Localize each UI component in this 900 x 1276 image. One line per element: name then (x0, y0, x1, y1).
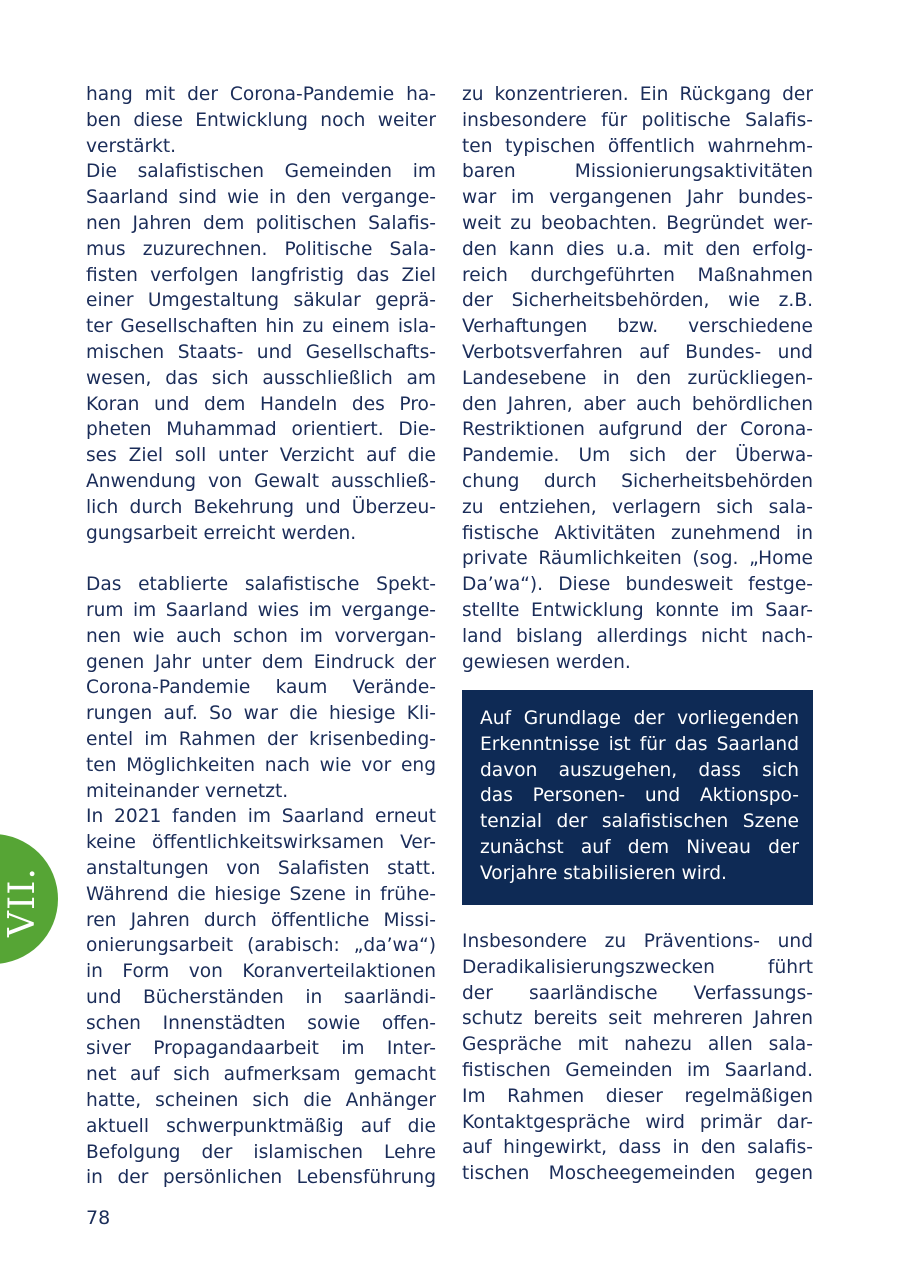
left-paragraph-2 (86, 159, 436, 546)
text-line: Da’wa“). Diese bundesweit festge- (462, 574, 813, 596)
text-line: onierungsarbeit (arabisch: „da’wa“) (86, 935, 436, 957)
text-line: aktuell schwerpunktmäßig auf die (86, 1115, 436, 1137)
text-line: In 2021 fanden im Saarland erneut (86, 806, 436, 828)
text-line: pheten Muhammad orientiert. Die- (86, 419, 436, 441)
text-line: schutz bereits seit mehreren Jahren (462, 1008, 813, 1030)
box-text-line: davon auszugehen, dass sich (480, 759, 799, 781)
box-text-line: zunächst auf dem Niveau der (480, 836, 799, 858)
text-line: Landesebene in den zurückliegen- (462, 367, 813, 389)
text-line: tischen Moscheegemeinden gegen (462, 1163, 813, 1185)
text-line: Gespräche mit nahezu allen sala- (462, 1034, 813, 1056)
text-line: gewiesen werden. (462, 651, 631, 673)
text-line: Pandemie. Um sich der Überwa- (462, 445, 813, 467)
right-paragraph-1 (462, 82, 813, 675)
text-line: Im Rahmen dieser regelmäßigen (462, 1085, 813, 1107)
text-line: ten typischen öffentlich wahrnehm- (462, 135, 813, 157)
paragraph-gap (86, 546, 436, 572)
chapter-number: VII. (2, 867, 43, 937)
text-line: der Sicherheitsbehörden, wie z.B. (462, 290, 813, 312)
text-line: zu entziehen, verlagern sich sala- (462, 496, 813, 518)
text-line: Befolgung der islamischen Lehre (86, 1141, 436, 1163)
text-line: stellte Entwicklung konnte im Saar- (462, 599, 813, 621)
text-line: der saarländische Verfassungs- (462, 982, 813, 1004)
text-line: insbesondere für politische Salafis- (462, 109, 813, 131)
text-line: Während die hiesige Szene in frühe- (86, 883, 436, 905)
text-line: lich durch Bekehrung und Überzeu- (86, 496, 436, 518)
text-line: und Bücherständen in saarländi- (86, 986, 436, 1008)
text-line: Kontaktgespräche wird primär dar- (462, 1111, 813, 1133)
text-line: net auf sich aufmerksam gemacht (86, 1064, 436, 1086)
text-line: baren Missionierungsaktivitäten (462, 161, 813, 183)
text-line: nen Jahren dem politischen Salafis- (86, 212, 436, 234)
text-line: einer Umgestaltung säkular geprä- (86, 290, 436, 312)
page-number: 78 (86, 1207, 111, 1229)
text-line: schen Innenstädten sowie offen- (86, 1012, 436, 1034)
text-line: Anwendung von Gewalt ausschließ- (86, 470, 436, 492)
text-line: entel im Rahmen der krisenbeding- (86, 728, 436, 750)
box-text-line: Auf Grundlage der vorliegenden (480, 708, 799, 729)
text-line: private Räumlichkeiten (sog. „Home (462, 548, 813, 570)
left-paragraph-3 (86, 572, 436, 804)
text-line: mischen Staats- und Gesellschafts- (86, 341, 436, 363)
text-line: genen Jahr unter dem Eindruck der (86, 651, 436, 673)
box-text-line: das Personen- und Aktionspo- (480, 785, 799, 807)
text-line: in der persönlichen Lebensführung (86, 1167, 436, 1189)
text-line: in Form von Koranverteilaktionen (86, 961, 436, 983)
text-line: den Jahren, aber auch behördlichen (462, 393, 813, 415)
text-line: Saarland sind wie in den vergange- (86, 187, 436, 209)
box-text-line: Vorjahre stabilisieren wird. (480, 862, 727, 884)
text-line: Verhaftungen bzw. verschiedene (462, 316, 813, 338)
text-line: verstärkt. (86, 135, 177, 157)
text-line: Corona-Pandemie kaum Verände- (86, 677, 436, 699)
text-line: hatte, scheinen sich die Anhänger (86, 1090, 436, 1112)
text-line: Insbesondere zu Präventions- und (462, 931, 813, 952)
text-line: war im vergangenen Jahr bundes- (462, 187, 813, 209)
text-line: ren Jahren durch öffentliche Missi- (86, 909, 436, 931)
box-text-line: tenzial der salafistischen Szene (480, 811, 799, 833)
text-line: land bislang allerdings nicht nach- (462, 625, 813, 647)
text-line: rungen auf. So war die hiesige Kli- (86, 703, 436, 725)
text-line: siver Propagandaarbeit im Inter- (86, 1038, 436, 1060)
text-line: ten Möglichkeiten nach wie vor eng (86, 754, 436, 776)
left-column (86, 82, 436, 1191)
text-line: ter Gesellschaften hin zu einem isla- (86, 316, 436, 338)
text-line: Die salafistischen Gemeinden im (86, 161, 436, 183)
text-line: mus zuzurechnen. Politische Sala- (86, 238, 436, 260)
text-line: rum im Saarland wies im vergange- (86, 599, 436, 621)
text-line: keine öffentlichkeitswirksamen Ver- (86, 832, 436, 854)
text-line: Koran und dem Handeln des Pro- (86, 393, 436, 415)
right-paragraph-2 (462, 929, 813, 1187)
text-line: hang mit der Corona-Pandemie ha- (86, 84, 436, 105)
box-text-line: Erkenntnisse ist für das Saarland (480, 733, 799, 755)
text-line: anstaltungen von Salafisten statt. (86, 857, 436, 879)
text-line: Das etablierte salafistische Spekt- (86, 574, 436, 596)
text-line: fistische Aktivitäten zunehmend in (462, 522, 813, 544)
right-column (462, 82, 813, 675)
left-paragraph-1 (86, 82, 436, 159)
text-line: reich durchgeführten Maßnahmen (462, 264, 813, 286)
highlight-box (462, 690, 813, 905)
text-line: Deradikalisierungszwecken führt (462, 956, 813, 978)
text-line: ben diese Entwicklung noch weiter (86, 109, 436, 131)
text-line: den kann dies u.a. mit den erfolg- (462, 238, 813, 260)
text-line: nen wie auch schon im vorvergan- (86, 625, 436, 647)
text-line: gungsarbeit erreicht werden. (86, 522, 357, 544)
text-line: wesen, das sich ausschließlich am (86, 367, 436, 389)
text-line: miteinander vernetzt. (86, 780, 289, 802)
text-line: Restriktionen aufgrund der Corona- (462, 419, 813, 441)
text-line: zu konzentrieren. Ein Rückgang der (462, 84, 813, 105)
text-line: fisten verfolgen langfristig das Ziel (86, 264, 436, 286)
text-line: weit zu beobachten. Begründet wer- (462, 212, 813, 234)
text-line: auf hingewirkt, dass in den salafis- (462, 1137, 813, 1159)
text-line: Verbotsverfahren auf Bundes- und (462, 341, 813, 363)
text-line: fistischen Gemeinden im Saarland. (462, 1059, 813, 1081)
text-line: chung durch Sicherheitsbehörden (462, 470, 813, 492)
text-line: ses Ziel soll unter Verzicht auf die (86, 445, 436, 467)
left-paragraph-4 (86, 804, 436, 1191)
